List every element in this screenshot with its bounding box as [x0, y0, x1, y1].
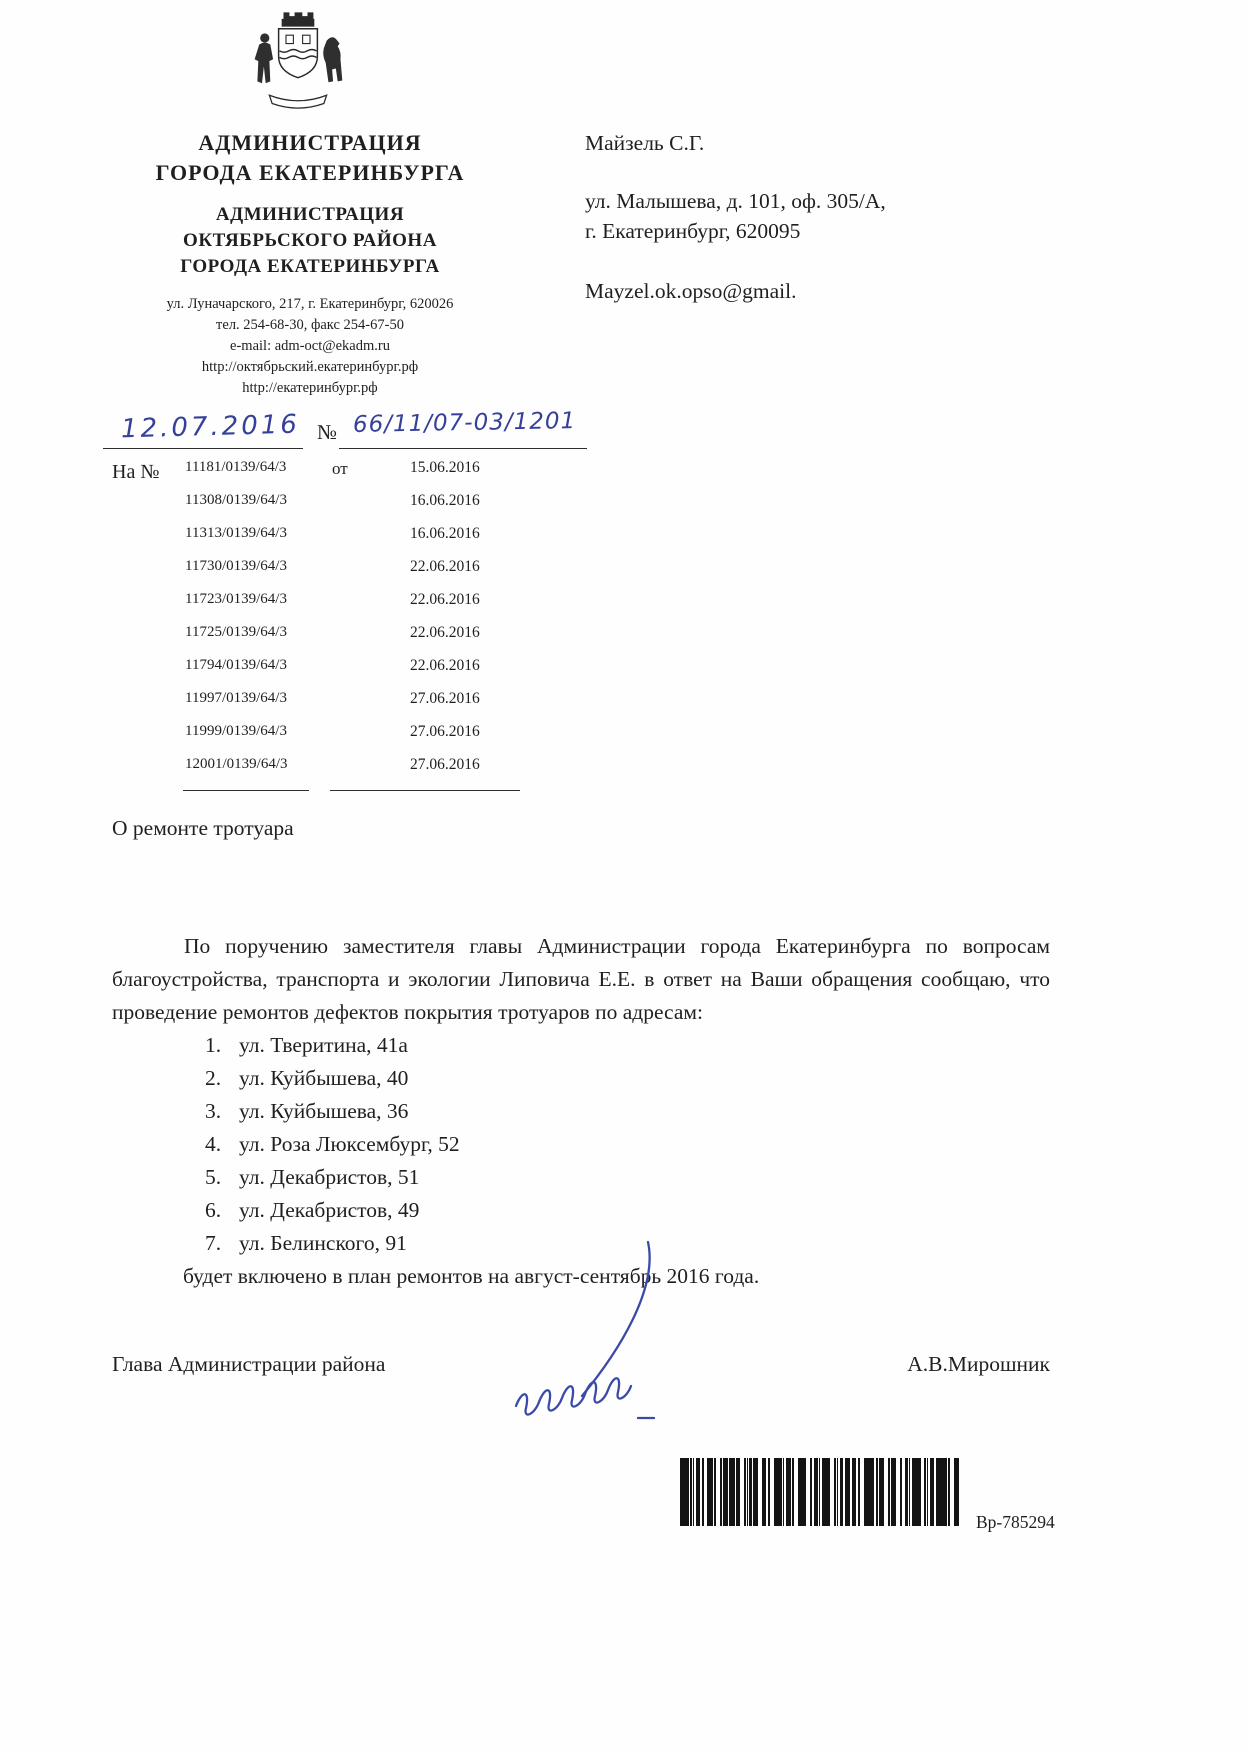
recipient-address-line1: ул. Малышева, д. 101, оф. 305/А,	[585, 189, 886, 213]
number-underline	[339, 448, 587, 449]
sender-site-city: http://екатеринбург.рф	[242, 380, 378, 396]
incoming-ref-date: 22.06.2016	[410, 558, 480, 575]
ot-label: от	[332, 459, 348, 478]
recipient-block	[585, 128, 1025, 306]
dept-name-line2: ОКТЯБРЬСКОГО РАЙОНА	[183, 230, 437, 251]
address-item-text: ул. Декабристов, 51	[239, 1165, 420, 1189]
signatory-title: Глава Администрации района	[112, 1352, 386, 1376]
incoming-ref-number: 11794/0139/64/3	[185, 657, 287, 673]
address-list	[205, 1029, 1050, 1260]
incoming-ref-number: 11723/0139/64/3	[185, 591, 287, 607]
incoming-ref-row	[185, 525, 480, 558]
incoming-ref-number: 11308/0139/64/3	[185, 492, 287, 508]
address-item-text: ул. Белинского, 91	[239, 1231, 407, 1255]
incoming-ref-date: 22.06.2016	[410, 657, 480, 674]
signature-scribble	[498, 1238, 738, 1438]
address-item-text: ул. Куйбышева, 40	[239, 1066, 409, 1090]
incoming-ref-row	[185, 459, 480, 492]
org-name-line1: АДМИНИСТРАЦИЯ	[198, 130, 422, 155]
incoming-ref-row	[185, 756, 480, 789]
incoming-ref-number: 11313/0139/64/3	[185, 525, 287, 541]
incoming-ref-row	[185, 690, 480, 723]
refs-underline-right	[330, 790, 520, 791]
na-number-label: На №	[112, 461, 160, 483]
address-item-text: ул. Тверитина, 41а	[239, 1033, 408, 1057]
dept-name-line1: АДМИНИСТРАЦИЯ	[215, 204, 405, 225]
address-list-item	[205, 1062, 1050, 1095]
handwritten-outgoing-number: 66/11/07-03/1201	[352, 408, 577, 438]
sender-email: e-mail: adm-oct@ekadm.ru	[230, 338, 390, 354]
address-list-item	[205, 1128, 1050, 1161]
number-sign-label: №	[317, 420, 338, 444]
org-name-line2: ГОРОДА ЕКАТЕРИНБУРГА	[155, 160, 465, 185]
incoming-ref-number: 11730/0139/64/3	[185, 558, 287, 574]
address-item-number: 4.	[205, 1132, 222, 1156]
incoming-ref-date: 22.06.2016	[410, 591, 480, 608]
incoming-ref-number: 12001/0139/64/3	[185, 756, 288, 772]
sender-phone: тел. 254-68-30, факс 254-67-50	[216, 317, 404, 333]
incoming-ref-date: 16.06.2016	[410, 492, 480, 509]
signatory-name: А.В.Мирошник	[907, 1352, 1050, 1376]
incoming-ref-row	[185, 591, 480, 624]
address-list-item	[205, 1161, 1050, 1194]
incoming-ref-row	[185, 624, 480, 657]
barcode	[680, 1458, 959, 1526]
incoming-ref-date: 27.06.2016	[410, 690, 480, 707]
incoming-ref-row	[185, 492, 480, 525]
address-item-number: 3.	[205, 1099, 222, 1123]
address-item-number: 7.	[205, 1231, 222, 1255]
sender-block	[92, 128, 528, 399]
address-item-text: ул. Куйбышева, 36	[239, 1099, 409, 1123]
address-list-item	[205, 1029, 1050, 1062]
address-item-text: ул. Роза Люксембург, 52	[239, 1132, 460, 1156]
address-list-item	[205, 1095, 1050, 1128]
incoming-ref-number: 11181/0139/64/3	[185, 459, 287, 475]
closing-line: будет включено в план ремонтов на август-сентябрь 2016 года.	[183, 1264, 760, 1288]
recipient-address-line2: г. Екатеринбург, 620095	[585, 219, 801, 243]
subject-line: О ремонте тротуара	[112, 816, 294, 840]
address-item-number: 2.	[205, 1066, 222, 1090]
incoming-ref-date: 16.06.2016	[410, 525, 480, 542]
recipient-email: Mayzel.ok.opso@gmail.	[585, 279, 797, 303]
address-list-item	[205, 1194, 1050, 1227]
sender-site-district: http://октябрьский.екатеринбург.рф	[201, 359, 419, 375]
address-item-number: 6.	[205, 1198, 222, 1222]
incoming-ref-row	[185, 657, 480, 690]
refs-underline-left	[183, 790, 309, 791]
incoming-ref-date: 27.06.2016	[410, 723, 480, 740]
incoming-ref-row	[185, 558, 480, 591]
sender-address: ул. Луначарского, 217, г. Екатеринбург, 620026	[166, 296, 454, 312]
incoming-ref-date: 15.06.2016	[410, 459, 480, 476]
incoming-ref-number: 11997/0139/64/3	[185, 690, 287, 706]
dept-name-line3: ГОРОДА ЕКАТЕРИНБУРГА	[180, 256, 440, 277]
address-item-number: 1.	[205, 1033, 222, 1057]
body-paragraph: По поручению заместителя главы Администрации города Екатеринбурга по вопросам благоустройства, транспорта и экологии Липовича Е.Е. в ответ на Ваши обращения сообщаю, что проведение ремонтов дефектов покрытия тротуаров по адресам:	[112, 934, 1050, 1024]
signature-row	[112, 1352, 1050, 1377]
coat-of-arms	[238, 6, 358, 118]
date-number-line	[103, 408, 1043, 454]
barcode-label: Вр-785294	[976, 1512, 1055, 1532]
incoming-ref-date: 22.06.2016	[410, 624, 480, 641]
recipient-name: Майзель С.Г.	[585, 131, 705, 155]
incoming-ref-number: 11725/0139/64/3	[185, 624, 287, 640]
address-item-text: ул. Декабристов, 49	[239, 1198, 420, 1222]
incoming-ref-number: 11999/0139/64/3	[185, 723, 287, 739]
date-underline	[103, 448, 303, 449]
incoming-ref-date: 27.06.2016	[410, 756, 480, 773]
address-item-number: 5.	[205, 1165, 222, 1189]
handwritten-date: 12.07.2016	[120, 409, 301, 445]
incoming-ref-row	[185, 723, 480, 756]
incoming-refs-table	[185, 459, 480, 789]
